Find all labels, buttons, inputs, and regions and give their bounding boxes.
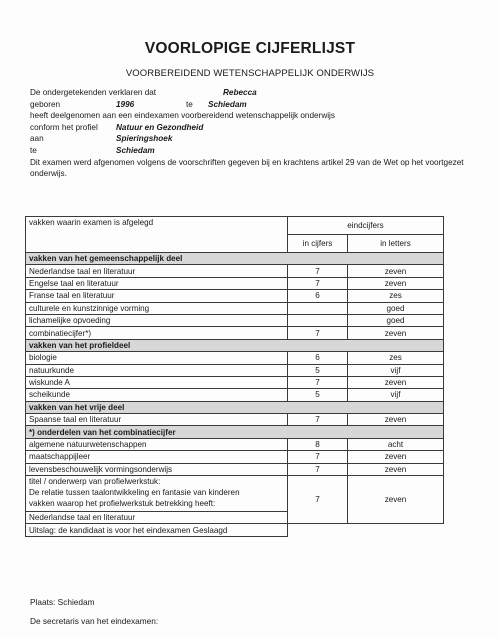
table-row <box>26 463 444 475</box>
subject-cell: wiskunde A <box>26 376 288 388</box>
table-row <box>26 376 444 388</box>
header-in-letters: in letters <box>348 235 444 253</box>
grade-word-cell: goed <box>348 314 444 326</box>
grade-word-cell: zeven <box>348 327 444 339</box>
document-title: VOORLOPIGE CIJFERLIJST <box>144 40 356 57</box>
grade-word-cell: zes <box>348 290 444 302</box>
pws-subject-cell: Nederlandse taal en literatuur <box>26 512 288 524</box>
result-row <box>26 524 444 536</box>
grade-number-cell: 7 <box>288 451 348 463</box>
pws-row <box>26 476 444 512</box>
candidate-name: Rebecca <box>223 88 257 97</box>
grade-word-cell: zeven <box>348 376 444 388</box>
table-row <box>26 414 444 426</box>
grade-word-cell: zeven <box>348 451 444 463</box>
grade-number-cell: 7 <box>288 277 348 289</box>
subject-cell: natuurkunde <box>26 364 288 376</box>
subject-cell: lichamelijke opvoeding <box>26 314 288 326</box>
grade-word-cell: goed <box>348 302 444 314</box>
table-row <box>26 277 444 289</box>
grade-word-cell: vijf <box>348 389 444 401</box>
header-subjects: vakken waarin examen is afgelegd <box>26 217 288 253</box>
place-line: Plaats: Schiedam <box>30 597 95 607</box>
pws-grade-word: zeven <box>348 476 444 524</box>
section-title: vakken van het profieldeel <box>26 339 444 351</box>
grade-number-cell <box>288 314 348 326</box>
section-header-row <box>26 253 444 265</box>
grade-word-cell: zeven <box>348 414 444 426</box>
subject-cell: levensbeschouwelijk vormingsonderwijs <box>26 463 288 475</box>
subject-cell: Engelse taal en literatuur <box>26 277 288 289</box>
grade-word-cell: vijf <box>348 364 444 376</box>
subject-cell: algemene natuurwetenschappen <box>26 438 288 450</box>
table-row <box>26 302 444 314</box>
table-row <box>26 389 444 401</box>
pws-description-cell <box>26 476 288 512</box>
grade-number-cell: 7 <box>288 327 348 339</box>
table-row <box>26 290 444 302</box>
birth-place-label: te <box>186 99 193 109</box>
table-header-row <box>26 217 444 235</box>
grade-number-cell: 7 <box>288 265 348 277</box>
pws-line1: titel / onderwerp van profielwerkstuk: <box>29 477 161 487</box>
legal-paragraph: Dit examen werd afgenomen volgens de voorschriften gegeven bij en krachtens artikel 29 van de Wet op het voortgezet onderwijs. <box>30 157 464 178</box>
grade-number-cell: 7 <box>288 414 348 426</box>
school-label: aan <box>30 134 44 144</box>
table-row <box>26 352 444 364</box>
secretary-line: De secretaris van het eindexamen: <box>30 616 159 626</box>
subject-cell: culturele en kunstzinnige vorming <box>26 302 288 314</box>
subject-cell: biologie <box>26 352 288 364</box>
subject-cell: Franse taal en literatuur <box>26 290 288 302</box>
section-title: vakken van het gemeenschappelijk deel <box>26 253 444 265</box>
grade-number-cell <box>288 302 348 314</box>
section-header-row <box>26 426 444 438</box>
school-place-label: te <box>30 145 37 155</box>
profile-label: conform het profiel <box>30 122 98 132</box>
table-row <box>26 451 444 463</box>
school-place: Schiedam <box>116 145 155 155</box>
grade-word-cell: zeven <box>348 277 444 289</box>
section-title: vakken van het vrije deel <box>26 401 444 413</box>
pws-line3: vakken waarop het profielwerkstuk betrekking heeft: <box>29 498 216 508</box>
table-row <box>26 265 444 277</box>
subject-cell: scheikunde <box>26 389 288 401</box>
grade-number-cell: 8 <box>288 438 348 450</box>
pws-grade-number: 7 <box>288 476 348 524</box>
intro-block <box>30 87 490 179</box>
grade-number-cell: 6 <box>288 352 348 364</box>
grade-word-cell: zes <box>348 352 444 364</box>
table-row <box>26 438 444 450</box>
document-subtitle: VOORBEREIDEND WETENSCHAPPELIJK ONDERWIJS <box>125 68 375 79</box>
birth-label: geboren <box>30 99 61 109</box>
grade-word-cell: zeven <box>348 463 444 475</box>
birth-year: 1996 <box>116 99 135 109</box>
table-row <box>26 314 444 326</box>
grade-number-cell: 5 <box>288 389 348 401</box>
pws-line2: De relatie tussen taalontwikkeling en fantasie van kinderen <box>29 487 240 497</box>
grade-word-cell: acht <box>348 438 444 450</box>
grade-word-cell: zeven <box>348 265 444 277</box>
grade-number-cell: 7 <box>288 376 348 388</box>
header-eindcijfers: eindcijfers <box>288 217 444 235</box>
section-header-row <box>26 401 444 413</box>
exam-statement: heeft deelgenomen aan een eindexamen voorbereidend wetenschappelijk onderwijs <box>30 111 335 121</box>
subject-cell: Spaanse taal en literatuur <box>26 414 288 426</box>
section-header-row <box>26 339 444 351</box>
grades-table <box>25 216 444 537</box>
table-row <box>26 327 444 339</box>
grade-number-cell: 5 <box>288 364 348 376</box>
section-title: *) onderdelen van het combinatiecijfer <box>26 426 444 438</box>
intro-declaration-label: De ondergetekenden verklaren dat <box>30 88 157 97</box>
result-cell: Uitslag: de kandidaat is voor het eindexamen Geslaagd <box>26 524 288 536</box>
subject-cell: Nederlandse taal en literatuur <box>26 265 288 277</box>
profile-value: Natuur en Gezondheid <box>116 122 204 132</box>
subject-cell: maatschappijleer <box>26 451 288 463</box>
grade-number-cell: 7 <box>288 463 348 475</box>
header-in-cijfers: in cijfers <box>288 235 348 253</box>
subject-cell: combinatiecijfer*) <box>26 327 288 339</box>
school-value: Spieringshoek <box>116 134 173 144</box>
grade-number-cell: 6 <box>288 290 348 302</box>
table-row <box>26 364 444 376</box>
birth-place: Schiedam <box>208 99 247 109</box>
